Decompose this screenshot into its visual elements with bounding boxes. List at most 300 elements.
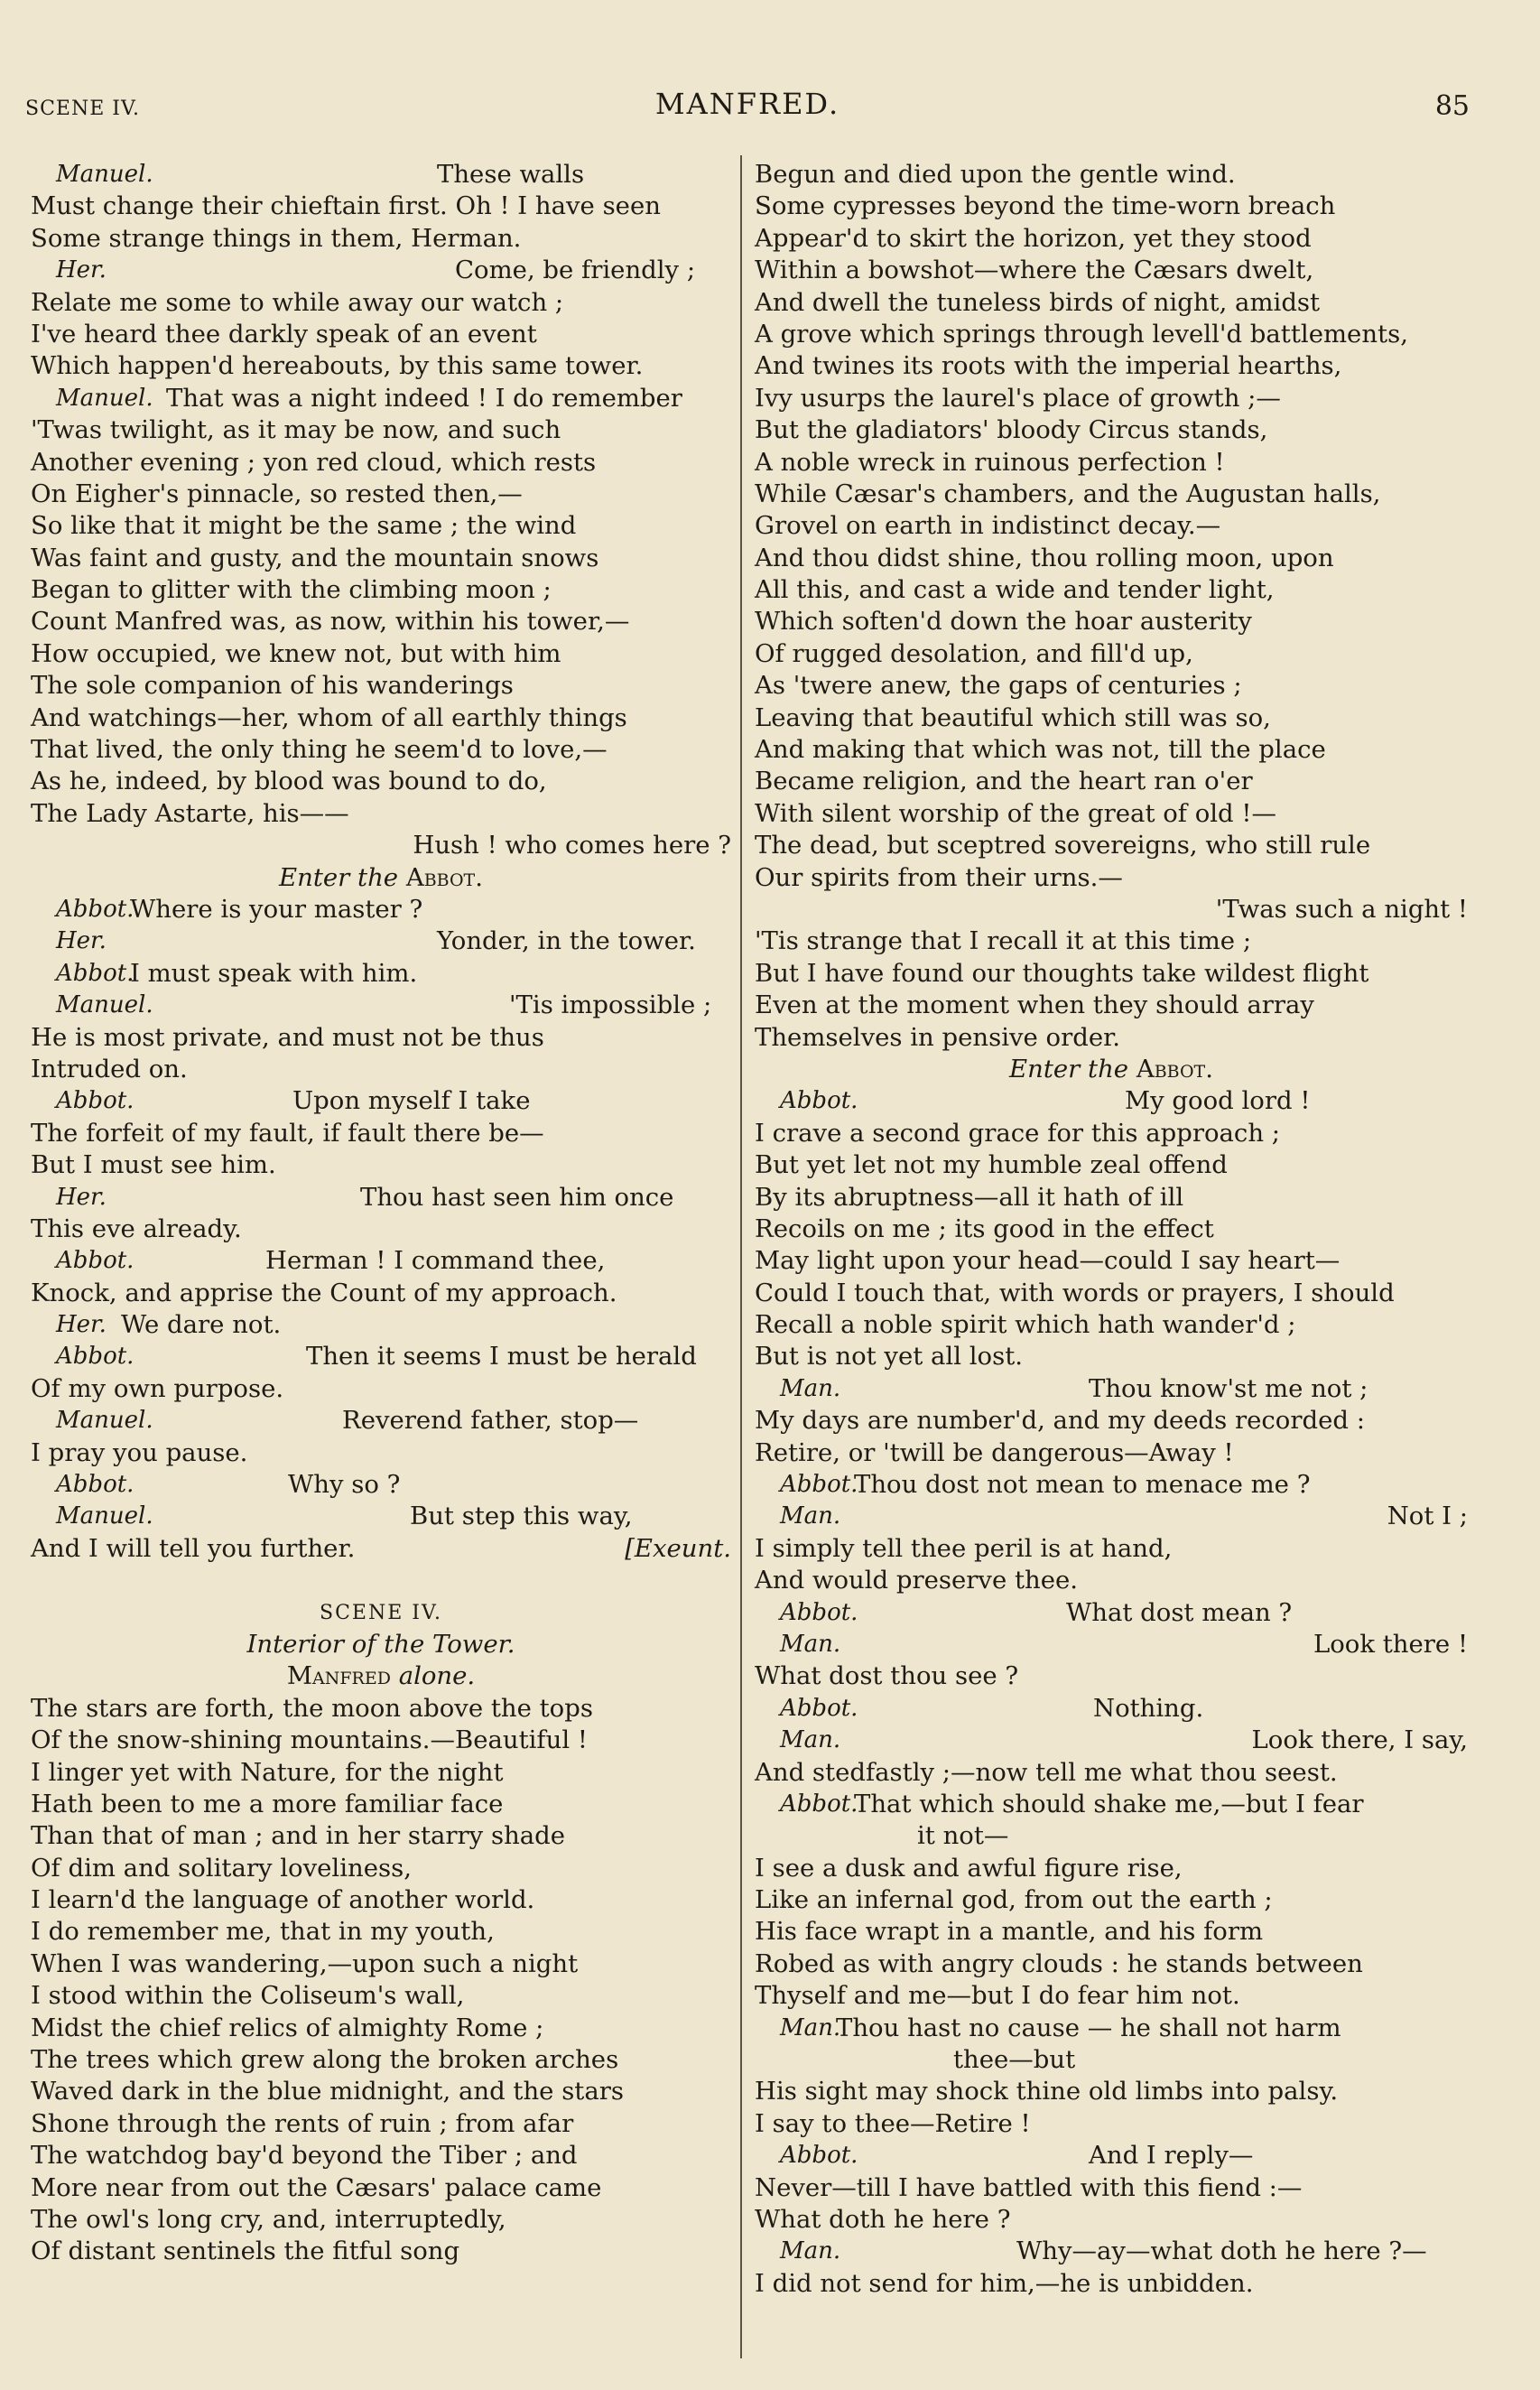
verse-line: [31, 766, 731, 797]
line-text: The Lady Astarte, his——: [31, 798, 349, 828]
verse-line: [31, 1309, 731, 1341]
verse-line: [31, 1693, 731, 1725]
line-text: A noble wreck in ruinous perfection !: [755, 447, 1225, 477]
verse-line: [755, 702, 1468, 734]
line-text: Thou know'st me not ;: [1089, 1373, 1368, 1403]
verse-line: [31, 543, 731, 574]
line-text: Shone through the rents of ruin ; from afar: [31, 2108, 574, 2138]
verse-line: [755, 191, 1468, 222]
running-head-title: MANFRED.: [654, 87, 840, 121]
verse-line: [31, 1405, 731, 1437]
speaker-name: Abbot.: [780, 2142, 858, 2170]
verse-line: [31, 1182, 731, 1214]
line-text: And I will tell you further.: [31, 1533, 356, 1563]
line-text: Relate me some to while away our watch ;: [31, 287, 564, 317]
verse-line: [31, 383, 731, 414]
verse-line: [31, 2013, 731, 2044]
verse-line: [755, 1853, 1468, 1884]
line-text: I must speak with him.: [130, 958, 418, 988]
line-text: On Eigher's pinnacle, so rested then,—: [31, 479, 523, 508]
verse-line: [755, 606, 1468, 637]
line-text: That which should shake me,—but I fear: [854, 1789, 1364, 1818]
speaker-name: Man.: [780, 2013, 841, 2041]
direction-text: [31, 1660, 731, 1692]
verse-line: [755, 830, 1468, 861]
line-text: So like that it might be the same ; the wind: [31, 511, 577, 541]
line-text: This eve already.: [31, 1214, 242, 1243]
verse-line: [31, 1789, 731, 1820]
line-text: Like an infernal god, from out the earth ;: [755, 1885, 1273, 1915]
line-text: The owl's long cry, and, interruptedly,: [31, 2205, 506, 2234]
speaker-name: Manuel.: [56, 161, 153, 188]
verse-line: [31, 2108, 731, 2140]
line-text: The dead, but sceptred sovereigns, who still rule: [755, 831, 1371, 860]
verse-line: [31, 798, 731, 830]
verse-line: [31, 223, 731, 255]
verse-line: [31, 2076, 731, 2107]
verse-line: [755, 670, 1468, 702]
verse-line: [31, 1278, 731, 1309]
verse-line: [755, 1405, 1468, 1437]
verse-line: [755, 1245, 1468, 1277]
line-text: Could I touch that, with words or prayers, I should: [755, 1278, 1395, 1307]
speaker-name: Manuel.: [56, 384, 153, 412]
verse-line: [31, 1341, 731, 1372]
verse-line: [31, 1916, 731, 1948]
verse-line: [755, 925, 1468, 957]
verse-line: [31, 350, 731, 382]
verse-line: [31, 479, 731, 510]
direction-italic: Enter the: [1009, 1054, 1129, 1083]
verse-line: [31, 159, 731, 191]
line-text: Of the snow-shining mountains.—Beautiful !: [31, 1725, 588, 1755]
verse-line: [31, 1469, 731, 1501]
line-text: As 'twere anew, the gaps of centuries ;: [755, 671, 1242, 701]
verse-line: [31, 1533, 731, 1565]
verse-line: [31, 1054, 731, 1085]
line-text: Look there, I say,: [1251, 1725, 1468, 1755]
verse-line: [31, 1245, 731, 1277]
line-text: Which soften'd down the hoar austerity: [755, 607, 1252, 637]
scene-heading-text: SCENE IV.: [320, 1601, 442, 1624]
verse-line: [755, 159, 1468, 191]
line-text: it not—: [917, 1821, 1009, 1851]
verse-line: [31, 2204, 731, 2236]
line-text: What dost thou see ?: [755, 1661, 1019, 1691]
verse-line: [31, 447, 731, 479]
line-text: And thou didst shine, thou rolling moon, upon: [755, 543, 1334, 572]
verse-line: [31, 414, 731, 446]
line-text: While Cæsar's chambers, and the Augustan halls,: [755, 479, 1381, 508]
line-text: Of distant sentinels the fitful song: [31, 2237, 460, 2266]
verse-line: [31, 990, 731, 1021]
verse-line: [31, 1757, 731, 1789]
line-text: Nothing.: [1093, 1693, 1204, 1723]
exeunt-direction: [Exeunt.: [625, 1533, 731, 1563]
line-text: 'Twas twilight, as it may be now, and such: [31, 415, 561, 445]
verse-line: [755, 447, 1468, 479]
verse-line: [31, 1820, 731, 1852]
line-text: Some cypresses beyond the time-worn breach: [755, 191, 1336, 221]
verse-line: [755, 2172, 1468, 2204]
line-text: Thyself and me—but I do fear him not.: [755, 1981, 1240, 2011]
line-text: Yonder, in the tower.: [437, 926, 696, 956]
line-text: But is not yet all lost.: [755, 1342, 1024, 1372]
line-text: I learn'd the language of another world.: [31, 1885, 535, 1915]
line-text: But I must see him.: [31, 1150, 276, 1180]
verse-line: [755, 766, 1468, 797]
line-text: And would preserve thee.: [755, 1566, 1079, 1595]
verse-line: [755, 223, 1468, 255]
verse-line: [31, 2236, 731, 2267]
verse-line: [755, 319, 1468, 350]
verse-line: [755, 350, 1468, 382]
line-text: Where is your master ?: [130, 894, 423, 924]
line-text: Of dim and solitary loveliness,: [31, 1853, 412, 1883]
verse-line: [31, 925, 731, 957]
verse-line: [31, 1149, 731, 1181]
verse-line: [31, 734, 731, 766]
line-text: I say to thee—Retire !: [755, 2108, 1031, 2138]
verse-line: [31, 894, 731, 925]
line-text: I linger yet with Nature, for the night: [31, 1757, 504, 1787]
verse-line: [755, 1182, 1468, 1214]
line-text: Come, be friendly ;: [455, 256, 696, 285]
verse-line: [755, 1469, 1468, 1501]
line-text: 'Twas such a night !: [1215, 894, 1468, 924]
line-text: But the gladiators' bloody Circus stands,: [755, 415, 1268, 445]
line-text: When I was wandering,—upon such a night: [31, 1948, 579, 1978]
verse-line: [755, 1309, 1468, 1341]
verse-line: [755, 990, 1468, 1021]
line-text: Must change their chieftain first. Oh ! I have seen: [31, 191, 661, 221]
speaker-name: Her.: [56, 1311, 107, 1339]
verse-line: [755, 862, 1468, 894]
verse-line: [755, 2140, 1468, 2171]
line-text: Knock, and apprise the Count of my approach.: [31, 1278, 617, 1307]
verse-line: [755, 1341, 1468, 1372]
line-text: Of my own purpose.: [31, 1373, 284, 1403]
line-text: Midst the chief relics of almighty Rome ;: [31, 2013, 544, 2042]
line-text: Our spirits from their urns.—: [755, 862, 1123, 892]
page-header: [25, 87, 1470, 132]
speaker-name: Man.: [780, 1374, 841, 1402]
verse-line: [755, 1789, 1468, 1820]
speaker-name: Man.: [780, 2237, 841, 2265]
verse-line: [755, 2013, 1468, 2044]
line-text: But yet let not my humble zeal offend: [755, 1150, 1228, 1180]
speaker-name: Abbot.: [780, 1790, 858, 1818]
line-text: Why—ay—what doth he here ?—: [1016, 2237, 1427, 2266]
line-text: Why so ?: [288, 1470, 401, 1500]
line-text: Which happen'd hereabouts, by this same tower.: [31, 351, 644, 381]
speaker-name: Manuel.: [56, 991, 153, 1019]
line-text: And stedfastly ;—now tell me what thou seest.: [755, 1757, 1338, 1787]
verse-line: [755, 1597, 1468, 1629]
speaker-name: Abbot.: [56, 959, 135, 987]
line-text: Upon myself I take: [292, 1086, 531, 1116]
verse-line: [755, 2108, 1468, 2140]
line-text: Themselves in pensive order.: [755, 1022, 1120, 1052]
verse-line: [31, 2044, 731, 2076]
verse-line: [31, 1373, 731, 1405]
line-text: Even at the moment when they should array: [755, 990, 1314, 1020]
line-text: Intruded on.: [31, 1054, 188, 1083]
speaker-name: Her.: [56, 927, 107, 955]
line-text: The watchdog bay'd beyond the Tiber ; and: [31, 2141, 578, 2171]
verse-line: [755, 1022, 1468, 1054]
verse-line: [755, 1884, 1468, 1916]
direction-text: [31, 862, 731, 894]
line-text: Grovel on earth in indistinct decay.—: [755, 511, 1221, 541]
verse-line: [31, 510, 731, 542]
line-text: Not I ;: [1387, 1502, 1468, 1531]
verse-line: [755, 638, 1468, 670]
verse-line: [755, 2204, 1468, 2236]
right-column: [755, 159, 1468, 2300]
verse-line: [31, 1118, 731, 1149]
speaker-name: Abbot.: [780, 1694, 858, 1722]
verse-line: [755, 414, 1468, 446]
line-text: Leaving that beautiful which still was so,: [755, 702, 1271, 732]
verse-line: [755, 2076, 1468, 2107]
line-text: Reverend father, stop—: [342, 1406, 639, 1436]
verse-line: [755, 1565, 1468, 1596]
line-text: And twines its roots with the imperial hearths,: [755, 351, 1342, 381]
line-text: Ivy usurps the laurel's place of growth ;—: [755, 383, 1281, 413]
direction-italic: alone.: [398, 1661, 476, 1691]
verse-line: [31, 2140, 731, 2171]
verse-line: [755, 1725, 1468, 1756]
direction-character: Abbot.: [1136, 1054, 1213, 1083]
verse-line: [31, 958, 731, 990]
line-text: Than that of man ; and in her starry shade: [31, 1821, 566, 1851]
line-text: I see a dusk and awful figure rise,: [755, 1853, 1183, 1883]
line-text: Was faint and gusty, and the mountain snows: [31, 543, 599, 572]
line-text: What dost mean ?: [1066, 1597, 1293, 1627]
speaker-name: Her.: [56, 1183, 107, 1211]
speaker-name: Abbot.: [780, 1471, 858, 1499]
scene-setting-text: Interior of the Tower.: [246, 1629, 515, 1659]
speaker-name: Abbot.: [780, 1598, 858, 1626]
direction-character: Abbot.: [405, 862, 483, 892]
line-text: Waved dark in the blue midnight, and the stars: [31, 2077, 625, 2106]
verse-line: [31, 1214, 731, 1245]
speaker-name: Abbot.: [56, 1343, 135, 1371]
running-head-scene: SCENE IV.: [25, 98, 140, 120]
line-text: That lived, the only thing he seem'd to love,—: [31, 735, 608, 765]
verse-line: [755, 1278, 1468, 1309]
verse-line: [31, 191, 731, 222]
verse-line: [755, 1916, 1468, 1948]
verse-line: [755, 1373, 1468, 1405]
verse-line: [755, 1533, 1468, 1565]
verse-line: [31, 638, 731, 670]
line-text: Count Manfred was, as now, within his tower,—: [31, 607, 630, 637]
line-text: Begun and died upon the gentle wind.: [755, 160, 1236, 189]
line-text: His face wrapt in a mantle, and his form: [755, 1917, 1264, 1947]
speaker-name: Abbot.: [56, 1087, 135, 1115]
verse-line: [755, 1501, 1468, 1532]
speaker-name: Abbot.: [56, 1247, 135, 1275]
line-text: How occupied, we knew not, but with him: [31, 638, 561, 668]
verse-line: [31, 670, 731, 702]
verse-line: [31, 1085, 731, 1117]
line-text: Recall a noble spirit which hath wander'd ;: [755, 1310, 1296, 1340]
line-text: Began to glitter with the climbing moon ;: [31, 575, 552, 605]
speaker-name: Manuel.: [56, 1407, 153, 1435]
speaker-name: Abbot.: [56, 1471, 135, 1499]
stage-direction: [755, 1054, 1468, 1085]
verse-line: [31, 1501, 731, 1532]
verse-line: [31, 606, 731, 637]
line-text: Hush ! who comes here ?: [413, 831, 731, 860]
line-text: And watchings—her, whom of all earthly things: [31, 702, 627, 732]
line-text: May light upon your head—could I say heart—: [755, 1246, 1341, 1276]
direction-character: Manfred: [286, 1661, 391, 1691]
character-direction: [31, 1660, 731, 1692]
verse-line: [31, 287, 731, 319]
line-text: Robed as with angry clouds : he stands between: [755, 1948, 1363, 1978]
verse-line: [755, 1660, 1468, 1692]
verse-line: [31, 1948, 731, 1980]
line-text: Herman ! I command thee,: [265, 1246, 606, 1276]
speaker-name: Manuel.: [56, 1502, 153, 1530]
line-text: What doth he here ?: [755, 2205, 1011, 2234]
line-text: I crave a second grace for this approach ;: [755, 1118, 1281, 1148]
line-text: Never—till I have battled with this fiend :—: [755, 2172, 1303, 2202]
verse-line: [755, 2268, 1468, 2300]
verse-line: [755, 1149, 1468, 1181]
stage-direction: [31, 862, 731, 894]
verse-line: [31, 1853, 731, 1884]
verse-line: [755, 1437, 1468, 1469]
line-text: Look there !: [1313, 1629, 1468, 1659]
verse-line: [31, 1725, 731, 1756]
verse-line: [755, 2236, 1468, 2267]
speaker-name: Man.: [780, 1726, 841, 1754]
verse-line: [31, 1437, 731, 1469]
verse-line: [31, 319, 731, 350]
left-column: [31, 159, 731, 2268]
page-number: 85: [1434, 90, 1470, 122]
line-text: All this, and cast a wide and tender light,: [755, 575, 1275, 605]
line-text: My days are number'd, and my deeds recorded :: [755, 1406, 1365, 1436]
speaker-name: Abbot.: [780, 1087, 858, 1115]
line-text: With silent worship of the great of old !—: [755, 798, 1276, 828]
spacer: [31, 1565, 731, 1596]
verse-line: [755, 1693, 1468, 1725]
verse-line: [755, 479, 1468, 510]
line-text: Hath been to me a more familiar face: [31, 1789, 504, 1818]
line-text: I did not send for him,—he is unbidden.: [755, 2268, 1254, 2298]
verse-line: [755, 1629, 1468, 1660]
verse-line: [755, 1757, 1468, 1789]
line-text: 'Tis strange that I recall it at this time ;: [755, 926, 1252, 956]
line-text: He is most private, and must not be thus: [31, 1022, 544, 1052]
line-text: As he, indeed, by blood was bound to do,: [31, 767, 547, 796]
line-text: Retire, or 'twill be dangerous—Away !: [755, 1437, 1234, 1467]
speaker-name: Her.: [56, 256, 107, 284]
line-text: Another evening ; yon red cloud, which rests: [31, 447, 597, 477]
verse-line: [755, 2044, 1468, 2076]
verse-line: [31, 830, 731, 861]
verse-line: [755, 798, 1468, 830]
line-text: I stood within the Coliseum's wall,: [31, 1981, 465, 2011]
verse-line: [755, 255, 1468, 286]
line-text: His sight may shock thine old limbs into palsy.: [755, 2077, 1339, 2106]
direction-italic: Enter the: [279, 862, 399, 892]
verse-line: [755, 1085, 1468, 1117]
line-text: And dwell the tuneless birds of night, amidst: [755, 287, 1321, 317]
line-text: I do remember me, that in my youth,: [31, 1917, 495, 1947]
line-text: I've heard thee darkly speak of an event: [31, 319, 537, 349]
line-text: I simply tell thee peril is at hand,: [755, 1533, 1173, 1563]
line-text: The sole companion of his wanderings: [31, 671, 514, 701]
line-text: Within a bowshot—where the Cæsars dwelt,: [755, 256, 1314, 285]
line-text: And making that which was not, till the place: [755, 735, 1326, 765]
line-text: A grove which springs through levell'd battlements,: [755, 319, 1408, 349]
line-text: The stars are forth, the moon above the tops: [31, 1693, 593, 1723]
direction-text: [755, 1054, 1468, 1085]
line-text: But step this way,: [410, 1502, 633, 1531]
verse-line: [755, 510, 1468, 542]
verse-line: [31, 702, 731, 734]
verse-line: [755, 1214, 1468, 1245]
verse-line: [31, 1980, 731, 2012]
line-text: Then it seems I must be herald: [306, 1342, 697, 1372]
verse-line: [755, 734, 1468, 766]
speaker-name: Man.: [780, 1630, 841, 1658]
verse-line: [755, 1948, 1468, 1980]
line-text: 'Tis impossible ;: [509, 990, 712, 1020]
line-text: But I have found our thoughts take wildest flight: [755, 958, 1369, 988]
line-text: Became religion, and the heart ran o'er: [755, 767, 1253, 796]
line-text: Thou hast seen him once: [360, 1182, 674, 1212]
scene-setting: [31, 1629, 731, 1660]
line-text: Thou hast no cause — he shall not harm: [836, 2013, 1341, 2042]
line-text: I pray you pause.: [31, 1437, 248, 1467]
verse-line: [31, 1022, 731, 1054]
verse-line: [755, 958, 1468, 990]
verse-line: [755, 543, 1468, 574]
line-text: These walls: [437, 160, 585, 189]
verse-line: [755, 894, 1468, 925]
line-text: By its abruptness—all it hath of ill: [755, 1182, 1184, 1212]
line-text: The forfeit of my fault, if fault there be—: [31, 1118, 544, 1148]
line-text: Thou dost not mean to menace me ?: [854, 1470, 1311, 1500]
line-text: Recoils on me ; its good in the effect: [755, 1214, 1214, 1243]
verse-line: [31, 1884, 731, 1916]
speaker-name: Man.: [780, 1502, 841, 1530]
verse-line: [31, 255, 731, 286]
scene-heading: [31, 1597, 731, 1629]
verse-line: [755, 1118, 1468, 1149]
verse-line: [31, 574, 731, 606]
verse-line: [755, 1820, 1468, 1852]
line-text: More near from out the Cæsars' palace came: [31, 2172, 602, 2202]
line-text: Appear'd to skirt the horizon, yet they stood: [755, 223, 1312, 253]
verse-line: [755, 574, 1468, 606]
line-text: We dare not.: [121, 1310, 282, 1340]
verse-line: [31, 2172, 731, 2204]
verse-line: [755, 383, 1468, 414]
line-text: That was a night indeed ! I do remember: [166, 383, 682, 413]
line-text: Of rugged desolation, and fill'd up,: [755, 638, 1193, 668]
verse-line: [755, 287, 1468, 319]
line-text: thee—but: [953, 2045, 1076, 2075]
verse-line: [755, 1980, 1468, 2012]
